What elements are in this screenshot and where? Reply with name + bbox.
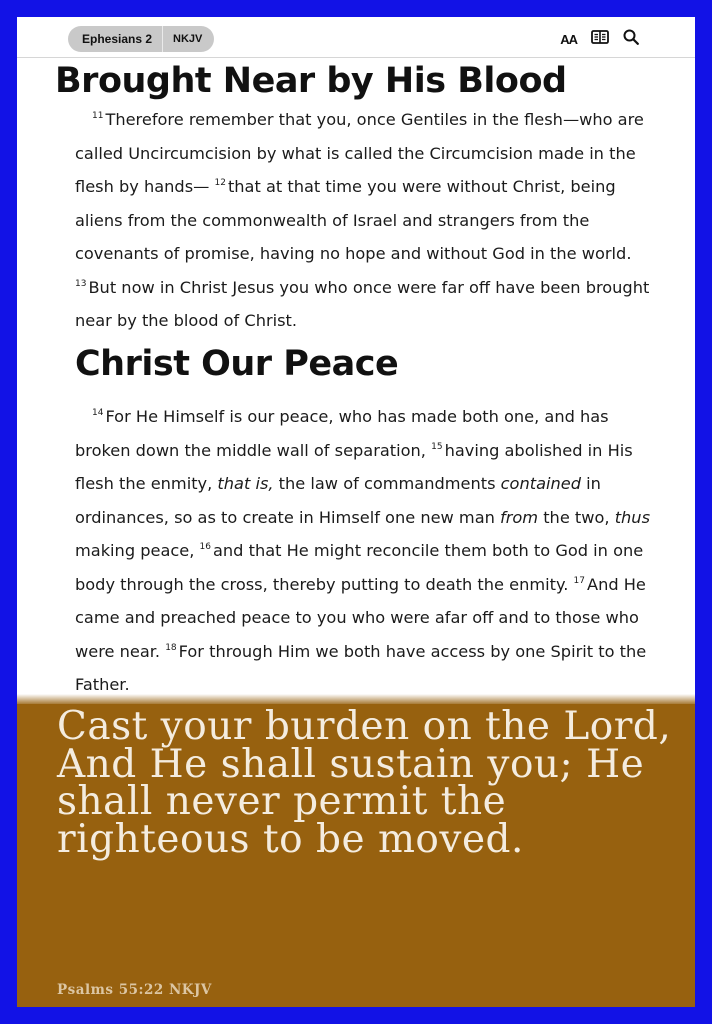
verse-15-text-c: the law of commandments [273,474,501,493]
scripture-paragraph-2 [75,400,665,702]
verse-number-16: 16 [199,542,211,552]
banner-quote: Cast your burden on the Lord, And He shall sustain you; He shall never permit the righteous to be moved. [57,704,672,862]
verse-15-text-a: having abolished in His flesh the enmity, [75,440,633,493]
search-icon[interactable] [623,29,639,50]
verse-15-italic-that-is: that is, [217,474,274,493]
verse-15-italic-contained: contained [500,474,581,493]
verse-number-18: 18 [165,642,177,653]
verse-13-text: But now in Christ Jesus you who once were far off have been brought near by the blood of Christ. [75,277,650,330]
verse-14-text: For He Himself is our peace, who has made both one, and has broken down the middle wall of separation, [75,407,609,460]
book-chapter-button[interactable]: Ephesians 2 [68,26,163,52]
verse-17-text: And He came and preached peace to you who were afar off and to those who were near. [75,574,646,661]
reader-toolbar [17,17,695,58]
book-icon[interactable] [591,30,609,49]
verse-15-text-g: the two, [538,507,615,527]
verse-15-italic-from: from [500,507,539,527]
text-size-icon[interactable] [560,32,577,47]
verse-number-14: 14 [92,408,104,418]
verse-18-text: For through Him we both have access by one Spirit to the Father. [75,641,647,694]
verse-15-text-e: in ordinances, so as to create in Himself one new man [75,474,601,527]
toolbar-icons [560,29,639,50]
section-heading-brought-near: Brought Near by His Blood [55,61,567,101]
verse-number-13: 13 [75,278,87,289]
verse-number-15: 15 [431,441,443,452]
verse-number-11: 11 [92,111,104,121]
banner-reference: Psalms 55:22 NKJV [57,982,212,998]
verse-number-17: 17 [573,575,585,586]
verse-12-text: that at that time you were without Christ, being aliens from the commonwealth of Israel and strangers from the covenants of promise, having no hope and without God in the world. [75,177,632,263]
section-heading-christ-our-peace: Christ Our Peace [75,344,399,384]
verse-11-text: Therefore remember that you, once Gentiles in the flesh—who are called Uncircumcision by what is called the Circumcision made in the flesh by hands— [75,110,644,196]
verse-16-text: and that He might reconcile them both to God in one body through the cross, thereby putting to death the enmity. [75,541,644,594]
passage-selector[interactable] [68,26,214,52]
verse-15-italic-thus: thus [614,507,651,527]
verse-15-text-i: making peace, [75,541,200,560]
verse-image-banner[interactable] [17,704,695,1007]
version-button[interactable]: NKJV [173,33,203,45]
scripture-paragraph-1 [75,103,665,338]
verse-number-12: 12 [214,178,226,188]
text-size-label: AA [560,32,577,47]
